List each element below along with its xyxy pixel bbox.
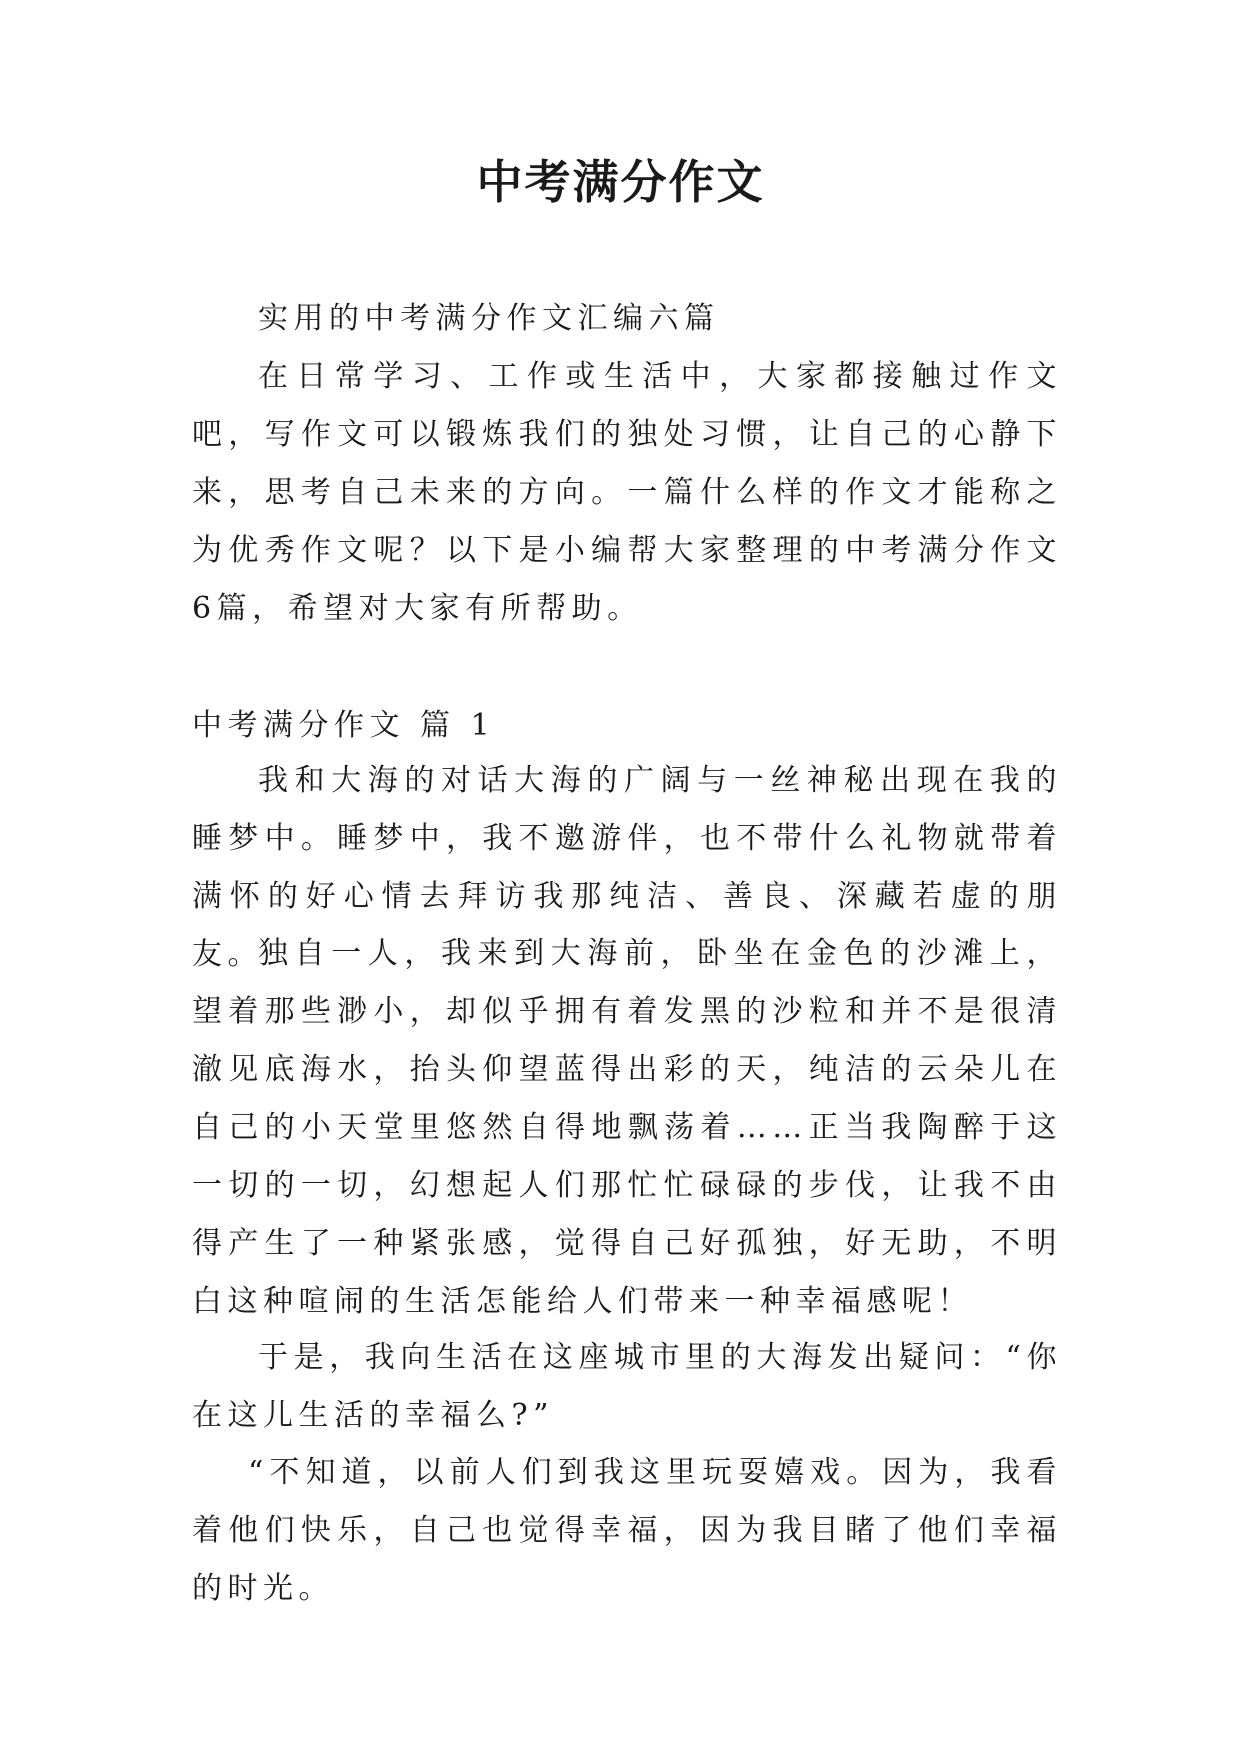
body-paragraph: 于是，我向生活在这座城市里的大海发出疑问：“你在这儿生活的幸福么?” — [192, 1340, 1062, 1433]
document-title: 中考满分作文 — [476, 155, 765, 209]
body-paragraph: 我和大海的对话大海的广阔与一丝神秘出现在我的睡梦中。睡梦中，我不邀游伴，也不带什么礼物就带着满怀的好心情去拜访我那纯洁、善良、深藏若虚的朋友。 — [192, 763, 1062, 972]
section-heading: 中考满分作文 篇 1 — [192, 708, 496, 743]
document-subtitle: 实用的中考满分作文汇编六篇 — [258, 301, 720, 336]
body-paragraph: 独自一人，我来到大海前，卧坐在金色的沙滩上，望着那些渺小，却似乎拥有着发黑的沙粒和并不是很清澈见底海水，抬头仰望蓝得出彩的天，纯洁的云朵儿在自己的小天堂里悠然自得地飘荡着……正当我陶醉于这一切的一切，幻想起人们那忙忙碌碌的步伐，让我不由得产生了一种紧张感，觉得自己好孤独，好无助，不明白这种喧闹的生活怎能给人们带来一种幸福感呢！ — [192, 936, 1062, 1319]
intro-paragraph: 在日常学习、工作或生活中，大家都接触过作文吧，写作文可以锻炼我们的独处习惯，让自己的心静下来，思考自己未来的方向。一篇什么样的作文才能称之为优秀作文呢？以下是小编帮大家整理的中考满分作文6篇，希望对大家有所帮助。 — [192, 359, 1062, 626]
body-paragraph: “不知道，以前人们到我这里玩耍嬉戏。因为，我看着他们快乐，自己也觉得幸福，因为我目睹了他们幸福的时光。 — [192, 1455, 1062, 1606]
